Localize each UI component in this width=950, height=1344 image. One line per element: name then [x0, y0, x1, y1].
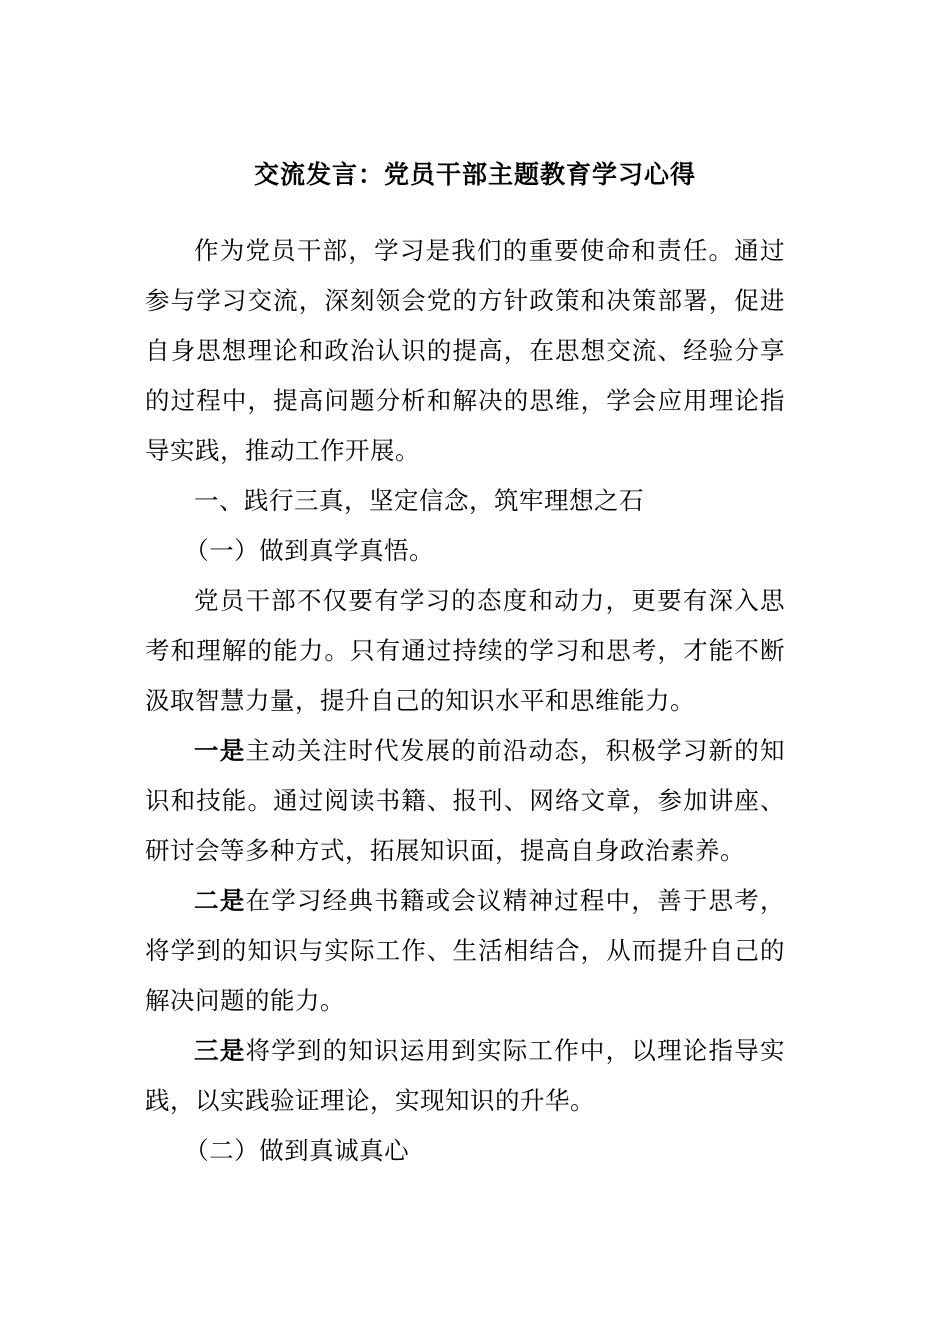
intro-paragraph: 作为党员干部，学习是我们的重要使命和责任。通过参与学习交流，深刻领会党的方针政策和决策部署，促进自身思想理论和政治认识的提高，在思想交流、经验分享的过程中，提高问题分析和解决的思维，学会应用理论指导实践，推动工作开展。: [145, 236, 785, 465]
point-2-text: 在学习经典书籍或会议精神过程中，善于思考，将学到的知识与实际工作、生活相结合，从而提升自己的解决问题的能力。: [145, 886, 786, 1015]
subsection-1-paragraph: 党员干部不仅要有学习的态度和动力，更要有深入思考和理解的能力。只有通过持续的学习和思考，才能不断汲取智慧力量，提升自己的知识水平和思维能力。: [145, 586, 785, 715]
point-1-paragraph: [145, 726, 785, 876]
point-1-text: 主动关注时代发展的前沿动态，积极学习新的知识和技能。通过阅读书籍、报刊、网络文章，参加讲座、研讨会等多种方式，拓展知识面，提高自身政治素养。: [145, 736, 786, 865]
point-3-paragraph: [145, 1026, 785, 1126]
document-body: [145, 226, 785, 1176]
section-heading-1: 一、践行三真，坚定信念，筑牢理想之石: [194, 486, 644, 515]
point-3-lead: 三是: [194, 1036, 246, 1065]
subsection-heading-1: （一）做到真学真悟。: [184, 536, 435, 565]
point-2-lead: 二是: [194, 886, 246, 915]
point-3-text: 将学到的知识运用到实际工作中，以理论指导实践，以实践验证理论，实现知识的升华。: [145, 1036, 786, 1115]
document-title: 交流发言：党员干部主题教育学习心得: [253, 160, 696, 189]
point-2-paragraph: [145, 876, 785, 1026]
point-1-lead: 一是: [194, 736, 246, 765]
subsection-heading-2: （二）做到真诚真心: [184, 1136, 410, 1165]
